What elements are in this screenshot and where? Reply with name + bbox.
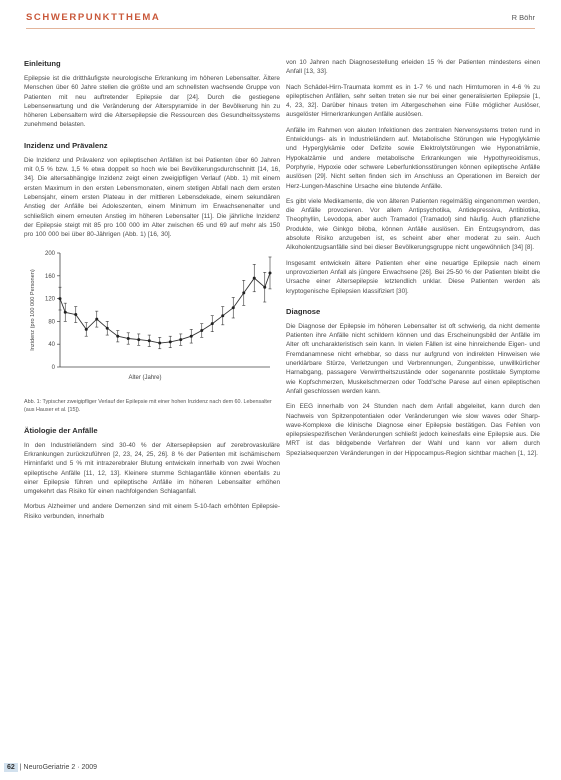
data-point (169, 341, 172, 344)
series-line (60, 273, 270, 343)
data-point (74, 314, 77, 317)
paragraph: Insgesamt entwickeln ältere Patienten eher eine neuartige Epilepsie nach einem unprovozierten Anfall als jüngere Erwachsene [26]. Bei 25-50 % der Patienten bleibt die Ursache einer Altersepilepsie letztendlich unklar. Diese Patienten werden als kryptogenische Epilepsien klassifiziert [30]. (286, 259, 540, 295)
paragraph: von 10 Jahren nach Diagnosestellung erleiden 15 % der Patienten mindestens einen Anfall [13, 33]. (286, 59, 540, 76)
journal-name: | NeuroGeriatrie 2 · 2009 (19, 764, 98, 771)
data-point (200, 329, 203, 332)
paragraph: Die Inzidenz und Prävalenz von epileptischen Anfällen ist bei Patienten über 60 Jahren mit 0,5 % bzw. 1,5 % etwa doppelt so hoch wie bei Bevölkerungsdurchschnitt [14, 16, 34]. Die altersabhängige Inzidenz zeigt einen zweigipfligen Verlauf (Abb. 1) mit einem ersten Maximum in den ersten Lebensmonaten, einem stetigen Abfall nach dem ersten Lebensjahr, einem ersten Plateau in der mittleren Lebensdekade, einem sekundären Anstieg der Anfälle bei Adoleszenten, einem Minimum im Erwachsenenalter und schließlich einem erneuten Anstieg im höheren Lebensalter [11]. Die jährliche Inzidenz der Epilepsie steigt mit 85 pro 100 000 im Alter zwischen 65 und 69 auf mehr als 150 pro 100 000 bei über 80-Jährigen (Abb. 1) [16, 30]. (24, 156, 280, 239)
left-column (24, 58, 280, 527)
paragraph: Morbus Alzheimer und andere Demenzen sind mit einem 5-10-fach erhöhten Epilepsie-Risiko verbunden, innerhalb (24, 503, 280, 520)
heading-einleitung: Einleitung (24, 59, 61, 68)
heading-aetiologie: Ätiologie der Anfälle (24, 425, 98, 435)
data-point (253, 277, 256, 280)
data-point (263, 286, 266, 289)
page-header (26, 8, 535, 29)
y-tick-label: 120 (44, 297, 55, 304)
section-title: SCHWERPUNKTTHEMA (26, 12, 161, 23)
data-point (127, 337, 130, 340)
incidence-chart (24, 245, 280, 395)
y-axis-label: Inzidenz (pro 100 000 Personen) (30, 269, 36, 352)
data-point (158, 342, 161, 345)
heading-diagnose: Diagnose (286, 306, 321, 316)
page-footer (4, 764, 97, 771)
data-point (179, 339, 182, 342)
figure-incidence-chart (24, 245, 280, 395)
data-point (232, 307, 235, 310)
data-point (116, 335, 119, 338)
paragraph: Nach Schädel-Hirn-Traumata kommt es in 1-7 % und nach Hirntumoren in 4-6 % zu epileptischen Anfällen, sehr selten treten sie nur bei einer generalisierten Epilepsie [1, 4, 23, 32]. Darüber hinaus treten im Altergeschehen eine Fülle möglicher Auslöser, ausgelöster Hirnerkrankungen Anfälle auslösen. (286, 83, 540, 119)
author-name: R Böhr (511, 13, 535, 22)
heading-inzidenz: Inzidenz und Prävalenz (24, 140, 108, 150)
data-point (190, 335, 193, 338)
data-point (242, 292, 245, 295)
data-point (106, 327, 109, 330)
figure-caption: Abb. 1: Typischer zweigipfliger Verlauf der Epilepsie mit einer hohen Inzidenz nach dem 60. Lebensalter (aus Hauser et al. [15]). (24, 399, 272, 414)
data-point (137, 339, 140, 342)
data-point (221, 315, 224, 318)
data-point (269, 272, 272, 275)
x-axis-label: Alter (Jahre) (128, 375, 162, 382)
data-point (59, 298, 62, 301)
data-point (211, 323, 214, 326)
data-point (64, 311, 67, 314)
data-point (148, 340, 151, 343)
y-tick-label: 40 (48, 342, 55, 349)
paragraph: Die Diagnose der Epilepsie im höheren Lebensalter ist oft schwierig, da nicht demente Patienten ihre Anfälle nicht schildern können und das Erscheinungsbild der Anfälle im Alter oft uncharakteristisch sein kann. In vielen Fällen ist eine hinreichende Eigen- und Fremdanamnese nicht erhebbar, so dass nur aufgrund von indirekten Hinweisen wie unerklärbare Stürze, Verletzungen und Verbrennungen, Zungenbisse, unwillkürlicher Harnabgang, passagere Verwirrtheitszustände oder sogenannte postiktale Symptome wie Kopfschmerzen, Muskelschmerzen oder Todd'sche Parese auf einen epileptischen Anfall geschlossen werden kann. (286, 322, 540, 395)
data-point (95, 318, 98, 321)
y-tick-label: 80 (48, 319, 55, 326)
right-column (286, 58, 540, 464)
y-tick-label: 200 (44, 251, 55, 258)
y-tick-label: 160 (44, 274, 55, 281)
paragraph: In den Industrieländern sind 30-40 % der Altersepilepsien auf zerebrovaskuläre Erkrankungen zurückzuführen [2, 23, 24, 25, 26]. 8 % der Patienten mit ischämischem Hirninfarkt und 5 % mit intrazerebraler Blutung entwickeln innerhalb von zwei Wochen epileptische Anfälle [11, 12, 13]. Kleinere stumme Schlaganfälle können ebenfalls zu einer Epilepsie führen und epileptische Anfälle im höheren Lebensalter erhöhen umgekehrt das Risiko für einen nachfolgenden Schlaganfall. (24, 441, 280, 496)
data-point (85, 328, 88, 331)
y-tick-label: 0 (51, 365, 55, 372)
paragraph: Ein EEG innerhalb von 24 Stunden nach dem Anfall abgeleitet, kann durch den Nachweis von Spitzenpotentialen oder Veränderungen wie slow waves oder Sharp-wave-Komplexe die klinische Diagnose einer Epilepsie bestätigen. Das Fehlen von epilepsiespezifischen Veränderungen schließt jedoch keinesfalls eine Epilepsie aus. Die MRT ist das bildgebende Verfahren der Wahl und kann vor allem durch Spezialsequenzen Veränderungen in der Hippocampus-Region sichtbar machen [1, 12]. (286, 403, 540, 457)
page-number: 62 (4, 763, 18, 772)
paragraph: Anfälle im Rahmen von akuten Infektionen des zentralen Nervensystems treten rund in Entwicklungs- als in Industrieländern auf. Metabolische Störungen wie Hypoglykämie und Hyperglykämie oder Defizite sowie Elektrolytstörungen wie Hyponatriämie, Hypokalzämie und andere metabolische Erkrankungen wie Hypothyreoidismus, Porphyrie, Hypoxie oder schwere Leberfunktionsstörungen können epileptische Anfälle auslösen [29]. Nicht selten finden sich im Anschluss an Operationen im Bereich der Herz-Lungen-Maschine Ursache eine blutende Anfälle. (286, 126, 540, 190)
paragraph: Epilepsie ist die dritthäufigste neurologische Erkrankung im höheren Lebensalter. Ältere Menschen über 60 Jahre stellen die größte und am schnellsten wachsende Gruppe von Patienten mit neu auftretender Epilepsie dar [24]. Durch die gestiegene Lebenserwartung und die Veränderung der Alterspyramide in der Bevölkerung hin zu höheren Lebensaltern wird die Altersepilepsie die Ressourcen des Gesundheitssystems zunehmend belasten. (24, 75, 280, 129)
paragraph: Es gibt viele Medikamente, die von älteren Patienten regelmäßig eingenommen werden, die Anfälle provozieren. Vor allem Antipsychotika, Antidepressiva, Antibiotika, Theophyllin, Levodopa, aber auch Tramadol (Tramadol) sind häufig. Auch pflanzliche Produkte, wie Ginkgo biloba, können Anfälle auslösen. Ein Entzugsyndrom, das absolute Risiko anzugeben ist, es scheint aber eher moderat zu sein. Auch Alkoholentzugsanfälle sind bei dieser Bevölkerungsgruppe nicht ungewöhnlich [34] [8]. (286, 197, 540, 252)
